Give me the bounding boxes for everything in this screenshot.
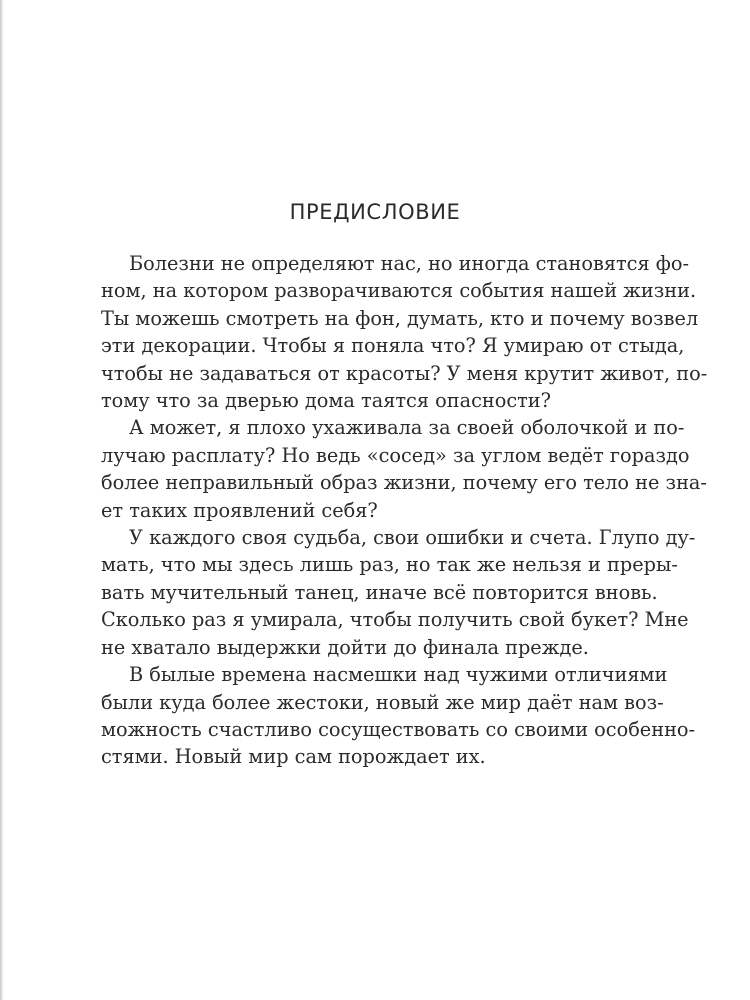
page-title: ПРЕДИСЛОВИЕ — [289, 200, 461, 224]
text-line: чтобы не задаваться от красоты? У меня крутит живот, по- — [101, 361, 708, 385]
text-line: А может, я плохо ухаживала за своей оболочкой и по- — [129, 416, 685, 440]
text-line: были куда более жестоки, новый же мир даёт нам воз- — [101, 690, 664, 714]
text-line: более неправильный образ жизни, почему его тело не зна- — [101, 471, 707, 495]
text-line: лучаю расплату? Но ведь «сосед» за углом ведёт гораздо — [101, 443, 690, 467]
paragraph-1 — [101, 250, 708, 414]
text-line: ном, на котором разворачиваются события нашей жизни. — [101, 279, 697, 303]
text-line: вать мучительный танец, иначе всё повторится вновь. — [101, 580, 658, 604]
paragraph-3 — [101, 524, 696, 661]
text-line: У каждого своя судьба, свои ошибки и счета. Глупо ду- — [129, 526, 696, 550]
text-line: стями. Новый мир сам порождает их. — [101, 745, 486, 769]
text-line: тому что за дверью дома таятся опасности? — [101, 389, 551, 413]
text-line: не хватало выдержки дойти до финала прежде. — [101, 635, 589, 659]
text-line: Болезни не определяют нас, но иногда становятся фо- — [129, 252, 689, 275]
page-edge-shadow — [0, 0, 4, 1000]
text-line: Сколько раз я умирала, чтобы получить свой букет? Мне — [101, 608, 689, 632]
paragraph-2 — [101, 414, 707, 524]
text-line: мать, что мы здесь лишь раз, но так же нельзя и преры- — [101, 553, 678, 577]
text-line: можность счастливо сосуществовать со своими особенно- — [101, 717, 696, 741]
text-line: эти декорации. Чтобы я поняла что? Я умираю от стыда, — [101, 334, 685, 358]
page-body — [101, 250, 708, 771]
text-line: В былые времена насмешки над чужими отличиями — [129, 663, 668, 687]
text-line: Ты можешь смотреть на фон, думать, кто и почему возвел — [101, 306, 699, 330]
paragraph-4 — [101, 661, 696, 771]
text-line: ет таких проявлений себя? — [101, 498, 378, 522]
